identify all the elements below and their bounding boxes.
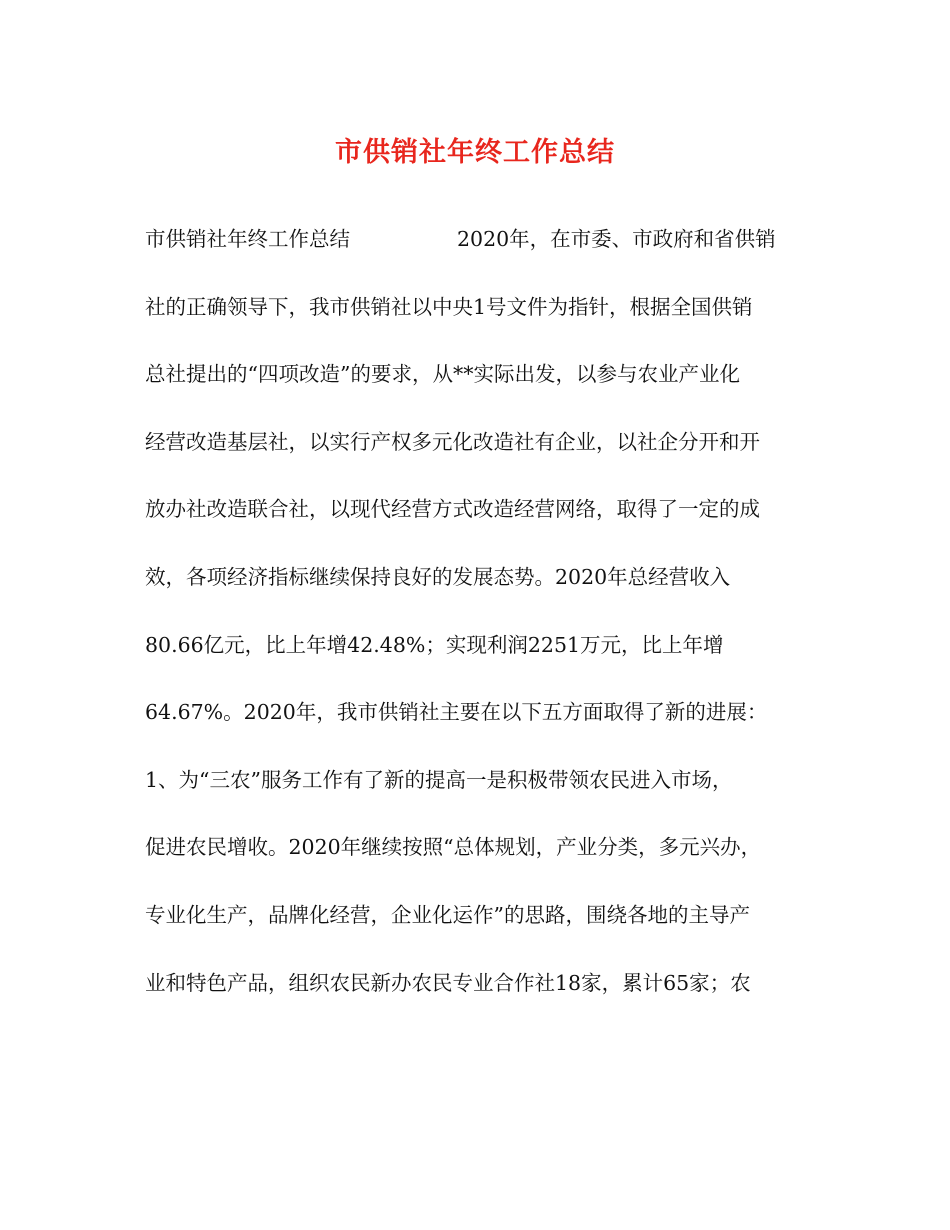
- body-line-9: 1、为“三农”服务工作有了新的提高一是积极带领农民进入市场，: [145, 767, 733, 792]
- document-body: [145, 219, 805, 1030]
- body-line-1: [145, 219, 805, 287]
- body-line-10: 促进农民增收。2020年继续按照“总体规划，产业分类，多元兴办，: [145, 835, 762, 860]
- body-line-5: 放办社改造联合社，以现代经营方式改造经营网络，取得了一定的成: [145, 497, 760, 522]
- body-line-2: 社的正确领导下，我市供销社以中央1号文件为指针，根据全国供销: [145, 294, 753, 319]
- body-line-3: 总社提出的“四项改造”的要求，从**实际出发，以参与农业产业化: [145, 362, 740, 387]
- lead-label: 市供销社年终工作总结: [145, 227, 350, 251]
- document-title: 市供销社年终工作总结: [335, 137, 615, 168]
- body-line-4: 经营改造基层社，以实行产权多元化改造社有企业，以社企分开和开: [145, 429, 760, 454]
- body-line-1-text: 2020年，在市委、市政府和省供销: [457, 227, 776, 251]
- body-line-8: 64.67%。2020年，我市供销社主要在以下五方面取得了新的进展：: [145, 700, 768, 725]
- body-line-11: 专业化生产，品牌化经营，企业化运作”的思路，围绕各地的主导产: [145, 902, 750, 927]
- body-line-12: 业和特色产品，组织农民新办农民专业合作社18家，累计65家；农: [145, 970, 751, 995]
- body-line-6: 效，各项经济指标继续保持良好的发展态势。2020年总经营收入: [145, 564, 731, 589]
- body-line-7: 80.66亿元，比上年增42.48%；实现利润2251万元，比上年增: [145, 632, 724, 657]
